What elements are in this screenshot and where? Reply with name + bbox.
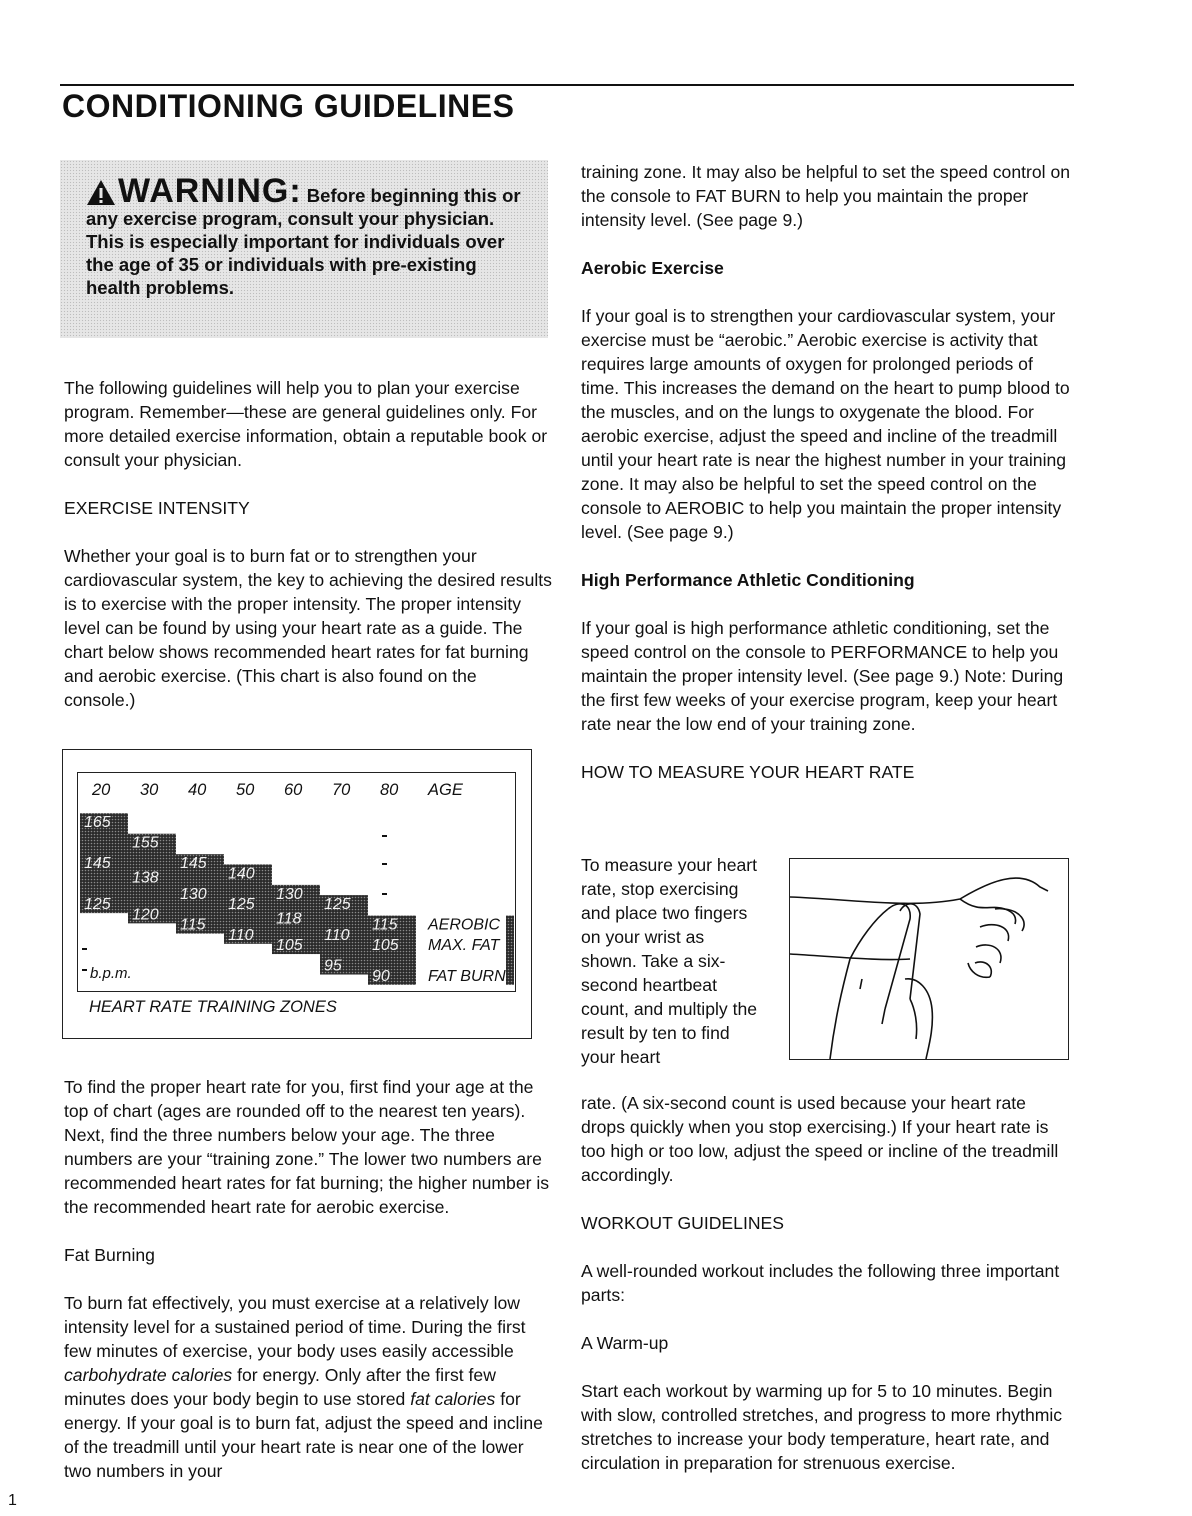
performance-paragraph: If your goal is high performance athletic conditioning, set the speed control on the console to PERFORMANCE to help you maintain the proper intensity level. (See page 9.) Note: During the first few weeks of your exercise program, keep your heart rate near the low end of your training zone. xyxy=(581,618,1064,734)
fat-burning-paragraph xyxy=(64,1291,552,1483)
right-column-top xyxy=(581,160,1071,784)
zone-value-30-0: 155 xyxy=(132,834,159,852)
zone-value-60-0: 130 xyxy=(276,885,303,903)
zone-value-70-0: 125 xyxy=(324,896,351,914)
aerobic-heading: Aerobic Exercise xyxy=(581,258,724,278)
chart-grid xyxy=(77,772,516,992)
fat-burn-continued: training zone. It may also be helpful to set the speed control on the console to FAT BURN to help you maintain the proper intensity level. (See page 9.) xyxy=(581,162,1071,230)
age-label-80: 80 xyxy=(380,781,399,799)
fat-em-2: fat calories xyxy=(410,1389,496,1409)
zone-value-60-2: 105 xyxy=(276,937,303,955)
zone-value-50-1: 125 xyxy=(228,896,255,914)
aerobic-paragraph: If your goal is to strengthen your cardiovascular system, your exercise must be “aerobic.” Aerobic exercise is activity that requires large amounts of oxygen for prolonged periods of time. This increases the demand on the heart to pump blood to the muscles, and on the lungs to oxygenate the blood. For aerobic exercise, adjust the speed and incline of the treadmill until your heart rate is near the highest number in your training zone. It may also be helpful to set the speed control on the console to AEROBIC to help you maintain the proper intensity level. (See page 9.) xyxy=(581,306,1070,542)
fat-em-1: carbohydrate calories xyxy=(64,1365,233,1385)
right-column-bottom xyxy=(581,1091,1071,1475)
zone-value-40-2: 115 xyxy=(180,916,206,934)
age-label-70: 70 xyxy=(332,781,351,799)
zone-value-50-2: 110 xyxy=(228,926,254,944)
legend-strip xyxy=(506,916,514,985)
wrist-pulse-illustration xyxy=(789,858,1069,1060)
warning-triangle-icon xyxy=(86,178,116,206)
age-label-30: 30 xyxy=(140,781,159,799)
age-label-60: 60 xyxy=(284,781,303,799)
zone-value-20-1: 145 xyxy=(84,855,111,873)
age-axis-label: AGE xyxy=(428,781,463,799)
zone-value-40-1: 130 xyxy=(180,885,207,903)
intensity-paragraph: Whether your goal is to burn fat or to strengthen your cardiovascular system, the key to achieving the desired results is to exercise with the proper intensity. The proper intensity level can be found by using your heart rate as a guide. The chart below shows recommended heart rates for fat burning and aerobic exercise. (This chart is also found on the console.) xyxy=(64,546,552,710)
workout-paragraph: A well-rounded workout includes the following three important parts: xyxy=(581,1261,1060,1305)
warmup-paragraph: Start each workout by warming up for 5 to 10 minutes. Begin with slow, controlled stretches, and progress to more rhythmic stretches to increase your body temperature, heart rate, and circulation in preparation for strenuous exercise. xyxy=(581,1381,1063,1473)
page-number: 1 xyxy=(8,1492,17,1509)
performance-heading: High Performance Athletic Conditioning xyxy=(581,570,915,590)
zone-value-80-1: 105 xyxy=(372,937,399,955)
fat-text-3: for energy. If your goal is to burn fat, adjust the speed and incline of the treadmill until your heart rate is near one of the lower two numbers in your xyxy=(64,1389,543,1481)
warning-label: WARNING: xyxy=(118,172,302,210)
left-column-bottom xyxy=(64,1075,552,1483)
left-column-top xyxy=(64,376,552,712)
zone-value-80-2: 90 xyxy=(372,967,390,985)
warning-text xyxy=(86,172,536,299)
warning-label-wrap xyxy=(86,172,302,210)
measure-paragraph-wrap: To measure your heart rate, stop exercising and place two fingers on your wrist as shown. Take a six-second heartbeat count, and multiply the result by ten to find your heart xyxy=(581,855,758,1067)
fat-burning-heading: Fat Burning xyxy=(64,1245,155,1265)
zone-value-30-1: 138 xyxy=(132,869,159,887)
intensity-heading: EXERCISE INTENSITY xyxy=(64,498,250,518)
tick-mark-0 xyxy=(82,948,87,950)
age-label-50: 50 xyxy=(236,781,255,799)
legend-fat-burn: FAT BURN xyxy=(428,967,506,985)
zone-value-80-0: 115 xyxy=(372,916,398,934)
zone-value-30-2: 120 xyxy=(132,906,159,924)
find-rate-paragraph: To find the proper heart rate for you, first find your age at the top of chart (ages are rounded off to the nearest ten years). Next, find the three numbers below your age. The three numbers are your “training zone.” The lower two numbers are recommended heart rates for fat burning; the higher number is the recommended heart rate for aerobic exercise. xyxy=(64,1077,550,1217)
heart-rate-chart xyxy=(62,749,532,1039)
zone-value-60-1: 118 xyxy=(276,910,302,928)
zone-value-20-2: 125 xyxy=(84,896,111,914)
zone-value-20-0: 165 xyxy=(84,814,111,832)
legend-max-fat: MAX. FAT xyxy=(428,937,500,955)
page-title: CONDITIONING GUIDELINES xyxy=(62,88,515,124)
warmup-heading: A Warm-up xyxy=(581,1333,669,1353)
title-rule xyxy=(60,84,1074,86)
dash-mark-1 xyxy=(382,863,387,865)
unit-label: b.p.m. xyxy=(90,965,132,982)
warning-body: Before beginning this or any exercise program, consult your physician. This is especially important for individuals over the age of 35 or individuals with pre-existing health problems. xyxy=(86,185,521,298)
chart-title: HEART RATE TRAINING ZONES xyxy=(89,998,337,1016)
measure-paragraph-cont: rate. (A six-second count is used because your heart rate drops quickly when you stop exercising.) If your heart rate is too high or too low, adjust the speed or incline of the treadmill accordingly. xyxy=(581,1093,1059,1185)
tick-mark-1 xyxy=(82,969,87,971)
measure-wrap-text xyxy=(581,853,761,1069)
fat-text-1: To burn fat effectively, you must exercise at a relatively low intensity level for a sustained period of time. During the first few minutes of exercise, your body uses easily accessible xyxy=(64,1293,526,1361)
zone-value-40-0: 145 xyxy=(180,855,207,873)
age-label-40: 40 xyxy=(188,781,207,799)
zone-value-70-1: 110 xyxy=(324,926,350,944)
workout-heading: WORKOUT GUIDELINES xyxy=(581,1213,785,1233)
intro-paragraph: The following guidelines will help you to plan your exercise program. Remember—these are general guidelines only. For more detailed exercise information, obtain a reputable book or consult your physician. xyxy=(64,378,548,470)
zone-value-70-2: 95 xyxy=(324,957,342,975)
wrist-pulse-icon xyxy=(790,859,1068,1059)
fat-text-2: for energy. Only after the first few minutes does your body begin to use stored xyxy=(64,1365,496,1409)
warning-box xyxy=(60,160,548,338)
chart-svg xyxy=(78,773,515,991)
measure-heading: HOW TO MEASURE YOUR HEART RATE xyxy=(581,762,915,782)
zone-value-50-0: 140 xyxy=(228,865,255,883)
dash-mark-2 xyxy=(382,893,387,895)
age-label-20: 20 xyxy=(92,781,111,799)
dash-mark-0 xyxy=(382,835,387,837)
legend-aerobic: AEROBIC xyxy=(428,916,501,934)
